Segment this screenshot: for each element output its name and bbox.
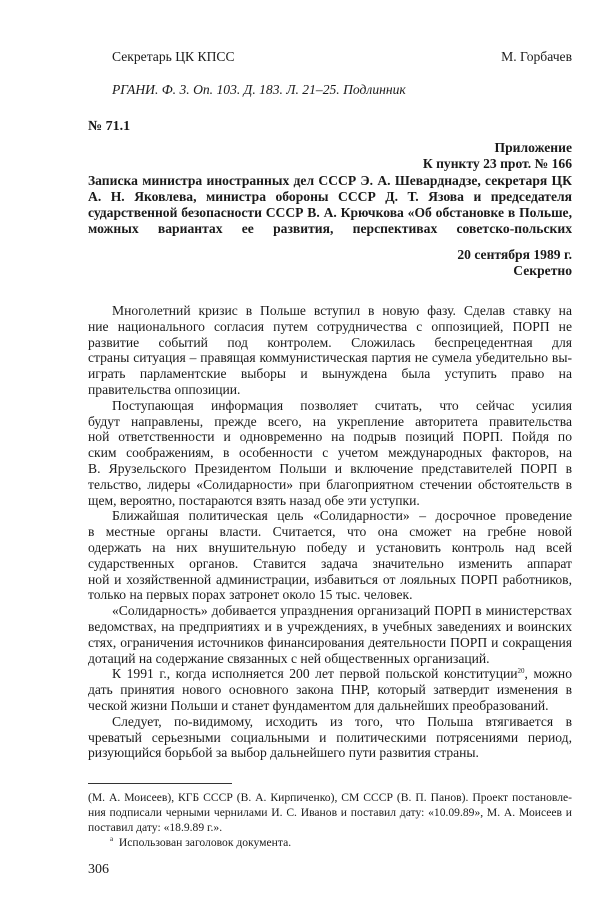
title-line: сударственной безопасности СССР В. А. Крючкова «Об обстановке в Польше, — [88, 205, 572, 220]
paragraph-line: В. Ярузельского Президентом Польши и включение представителей ПОРП в — [88, 460, 572, 476]
document-date: 20 сентября 1989 г. — [457, 247, 572, 262]
title-line: А. Н. Яковлева, министра обороны СССР Д. Т. Язова и председателя — [88, 189, 572, 204]
paragraph-line: стях, ограничения источников финансирования деятельности ПОРП и сокращения — [88, 634, 572, 650]
paragraph-line: в местные органы власти. Считается, что она сможет на гребне новой — [88, 524, 572, 540]
paragraph-line: одержать на них внушительную победу и установить контроль над всей — [88, 539, 572, 555]
paragraph-line: ной и хозяйственной администрации, избавиться от лояльных ПОРП работников, — [88, 571, 572, 587]
paragraph-line: ским соображениям, в особенности с учетом международных факторов, на — [88, 445, 572, 461]
footnote-line: поставил дату: «18.9.89 г.». — [88, 821, 223, 834]
paragraph-line: дать принятия нового основного закона ПНР, который затвердит изменения в — [88, 682, 572, 698]
classification: Секретно — [513, 263, 572, 278]
appendix-protocol: К пункту 23 прот. № 166 — [422, 156, 572, 171]
paragraph-line: дотаций на содержание связанных с ней общественных организаций. — [88, 650, 490, 666]
footnote-line: ния подписали черными чернилами И. С. Иванов и поставил дату: «10.09.89», М. А. Моисеев и — [88, 806, 572, 819]
footnote-a: $^а$ Использован заголовок документа. — [110, 835, 292, 849]
paragraph-line: сударственных органов. Ставится задача значительно изменить аппарат — [88, 555, 572, 571]
document-body — [88, 303, 572, 761]
appendix-label: Приложение — [494, 140, 572, 155]
paragraph-line: страны ситуация – правящая коммунистическая партия не сумела убедительно вы- — [88, 350, 572, 366]
paragraph-line: Ближайшая политическая цель «Солидарности» – досрочное проведение — [112, 508, 572, 524]
paragraph-line: ческой жизни Польши и станет фундаментом для дальнейших преобразований. — [88, 697, 549, 713]
paragraph-line: ние национального согласия путем сотрудничества с оппозицией, ПОРП не — [88, 318, 572, 334]
paragraph-line: тельство, лидеры «Солидарности» при благоприятном стечении обстоятельств в — [88, 476, 572, 492]
paragraph-line: «Солидарность» добивается упразднения организаций ПОРП в министерствах — [112, 603, 572, 619]
signature-position: Секретарь ЦК КПСС — [112, 49, 235, 64]
footnotes — [88, 790, 572, 850]
signature-name: М. Горбачев — [501, 49, 572, 64]
paragraph-line: Следует, по-видимому, исходить из того, что Польша втягивается в — [112, 713, 572, 729]
footnote-line: (М. А. Моисеев), КГБ СССР (В. А. Кирпиченко), СМ СССР (В. П. Панов). Проект постановле- — [88, 791, 572, 804]
archive-reference: РГАНИ. Ф. 3. Оп. 103. Д. 183. Л. 21–25. Подлинник — [112, 82, 406, 97]
paragraph-line: Поступающая информация позволяет считать, что сейчас усилия — [112, 397, 572, 413]
paragraph-line: только на первых порах затронет около 15 тыс. человек. — [88, 587, 413, 603]
paragraph-line: щем, вероятно, постараются взять назад обе эти уступки. — [88, 492, 420, 508]
paragraph-line: ведомствах, на предприятиях и в учреждениях, в учебных заведениях и воинских — [88, 618, 572, 634]
paragraph-line: чреватый серьезными социальными и политическими потрясениями период, — [88, 729, 572, 745]
document-number: № 71.1 — [88, 119, 131, 134]
paragraph-line: Многолетний кризис в Польше вступил в новую фазу. Сделав ставку на — [112, 303, 572, 318]
page-number: 306 — [88, 862, 109, 877]
paragraph-line: К 1991 г., когда исполняется 200 лет первой польской конституции$^{20}$, можно — [112, 666, 572, 682]
title-line: можных вариантах ее развития, перспективах советско-польских — [88, 221, 572, 236]
paragraph-line: будут направлены, прежде всего, на укрепление авторитета правительства — [88, 413, 572, 429]
paragraph-line: ной ответственности и одновременно на подрыв позиций ПОРП. Пойдя по — [88, 429, 572, 445]
title-line: Записка министра иностранных дел СССР Э. А. Шеварднадзе, секретаря ЦК — [88, 173, 572, 188]
paragraph-line: правительства оппозиции. — [88, 381, 241, 397]
paragraph-line: играть парламентские выборы и вынуждена была уступить право на — [88, 366, 572, 382]
footnote-divider — [88, 783, 232, 784]
paragraph-line: развитие событий под контролем. Сложилась беспрецедентная для — [88, 334, 572, 350]
document-title — [88, 173, 572, 237]
footnote-ref: 20 — [517, 667, 525, 676]
paragraph-line: ризующийся борьбой за выбор дальнейшего пути развития страны. — [88, 745, 479, 761]
